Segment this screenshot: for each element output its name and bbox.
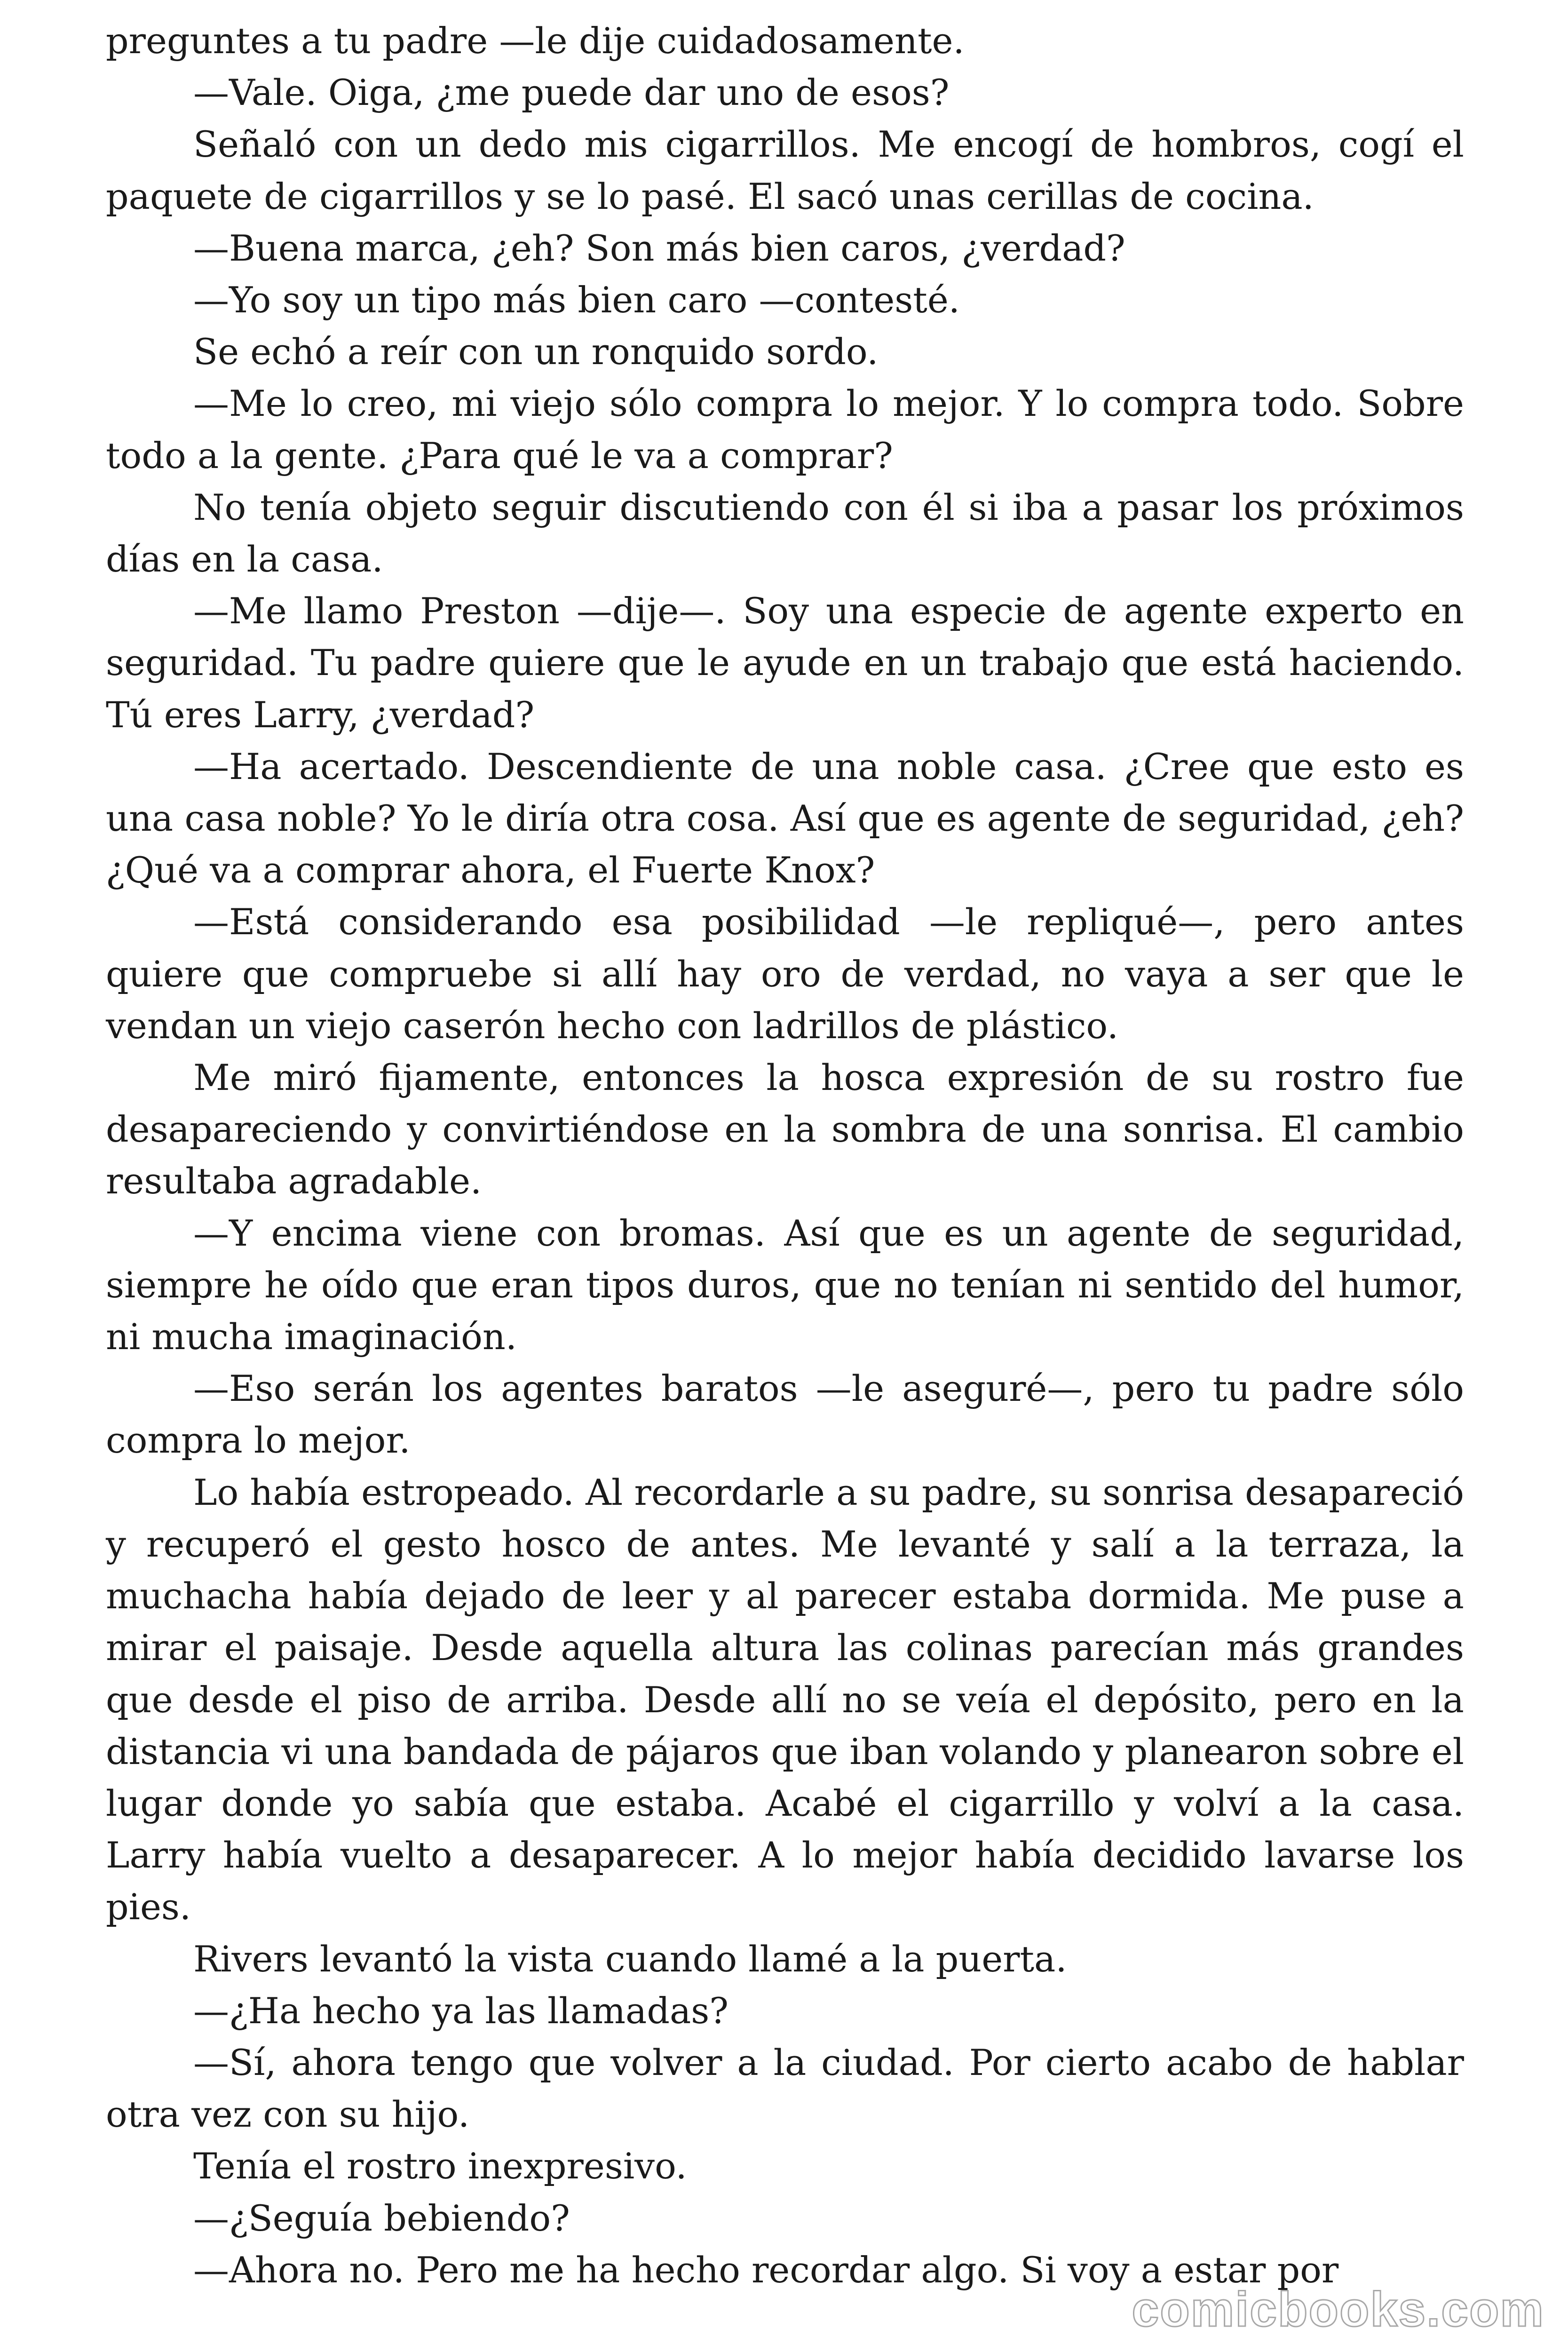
paragraph: —Yo soy un tipo más bien caro —contesté. xyxy=(193,279,960,321)
paragraph: Se echó a reír con un ronquido sordo. xyxy=(193,331,879,373)
paragraph: —Está considerando esa posibilidad —le repliqué—, pero antes quiere que compruebe si allí hay oro de verdad, no vaya a ser que le vendan un viejo caserón hecho con ladrillos de plástico. xyxy=(106,901,1464,1047)
paragraph: —Me lo creo, mi viejo sólo compra lo mejor. Y lo compra todo. Sobre todo a la gente. ¿Para qué le va a comprar? xyxy=(106,382,1464,477)
paragraph: —Eso serán los agentes baratos —le aseguré—, pero tu padre sólo compra lo mejor. xyxy=(106,1367,1464,1462)
paragraph: Tenía el rostro inexpresivo. xyxy=(193,2145,687,2187)
body-text xyxy=(106,15,1464,2296)
paragraph: Me miró fijamente, entonces la hosca expresión de su rostro fue desapareciendo y convirtiéndose en la sombra de una sonrisa. El cambio resultaba agradable. xyxy=(106,1057,1464,1202)
paragraph: —Sí, ahora tengo que volver a la ciudad. Por cierto acabo de hablar otra vez con su hijo. xyxy=(106,2041,1464,2136)
paragraph: —Ahora no. Pero me ha hecho recordar algo. Si voy a estar por xyxy=(193,2249,1339,2291)
book-page xyxy=(106,15,1464,2334)
paragraph: —Me llamo Preston —dije—. Soy una especie de agente experto en seguridad. Tu padre quiere que le ayude en un trabajo que está haciendo. Tú eres Larry, ¿verdad? xyxy=(106,590,1464,736)
paragraph: Rivers levantó la vista cuando llamé a la puerta. xyxy=(193,1938,1067,1980)
paragraph: —Ha acertado. Descendiente de una noble casa. ¿Cree que esto es una casa noble? Yo le diría otra cosa. Así que es agente de seguridad, ¿eh? ¿Qué va a comprar ahora, el Fuerte Knox? xyxy=(106,745,1464,891)
paragraph: —Vale. Oiga, ¿me puede dar uno de esos? xyxy=(193,72,950,114)
paragraph: —Y encima viene con bromas. Así que es un agente de seguridad, siempre he oído que eran tipos duros, que no tenían ni sentido del humor, ni mucha imaginación. xyxy=(106,1212,1464,1358)
paragraph: —Buena marca, ¿eh? Son más bien caros, ¿verdad? xyxy=(193,227,1125,269)
paragraph: No tenía objeto seguir discutiendo con él si iba a pasar los próximos días en la casa. xyxy=(106,486,1464,580)
paragraph: —¿Ha hecho ya las llamadas? xyxy=(193,1989,729,2032)
watermark-text: comicbooks.com xyxy=(1132,2282,1544,2337)
paragraph: Señaló con un dedo mis cigarrillos. Me encogí de hombros, cogí el paquete de cigarrillos y se lo pasé. El sacó unas cerillas de cocina. xyxy=(106,123,1464,217)
paragraph: preguntes a tu padre —le dije cuidadosamente. xyxy=(106,20,965,62)
paragraph: Lo había estropeado. Al recordarle a su padre, su sonrisa desapareció y recuperó el gesto hosco de antes. Me levanté y salí a la terraza, la muchacha había dejado de leer y al parecer estaba dormida. Me puse a mirar el paisaje. Desde aquella altura las colinas parecían más grandes que desde el piso de arriba. Desde allí no se veía el depósito, pero en la distancia vi una bandada de pájaros que iban volando y planearon sobre el lugar donde yo sabía que estaba. Acabé el cigarrillo y volví a la casa. Larry había vuelto a desaparecer. A lo mejor había decidido lavarse los pies. xyxy=(106,1471,1464,1928)
paragraph: —¿Seguía bebiendo? xyxy=(193,2197,570,2239)
